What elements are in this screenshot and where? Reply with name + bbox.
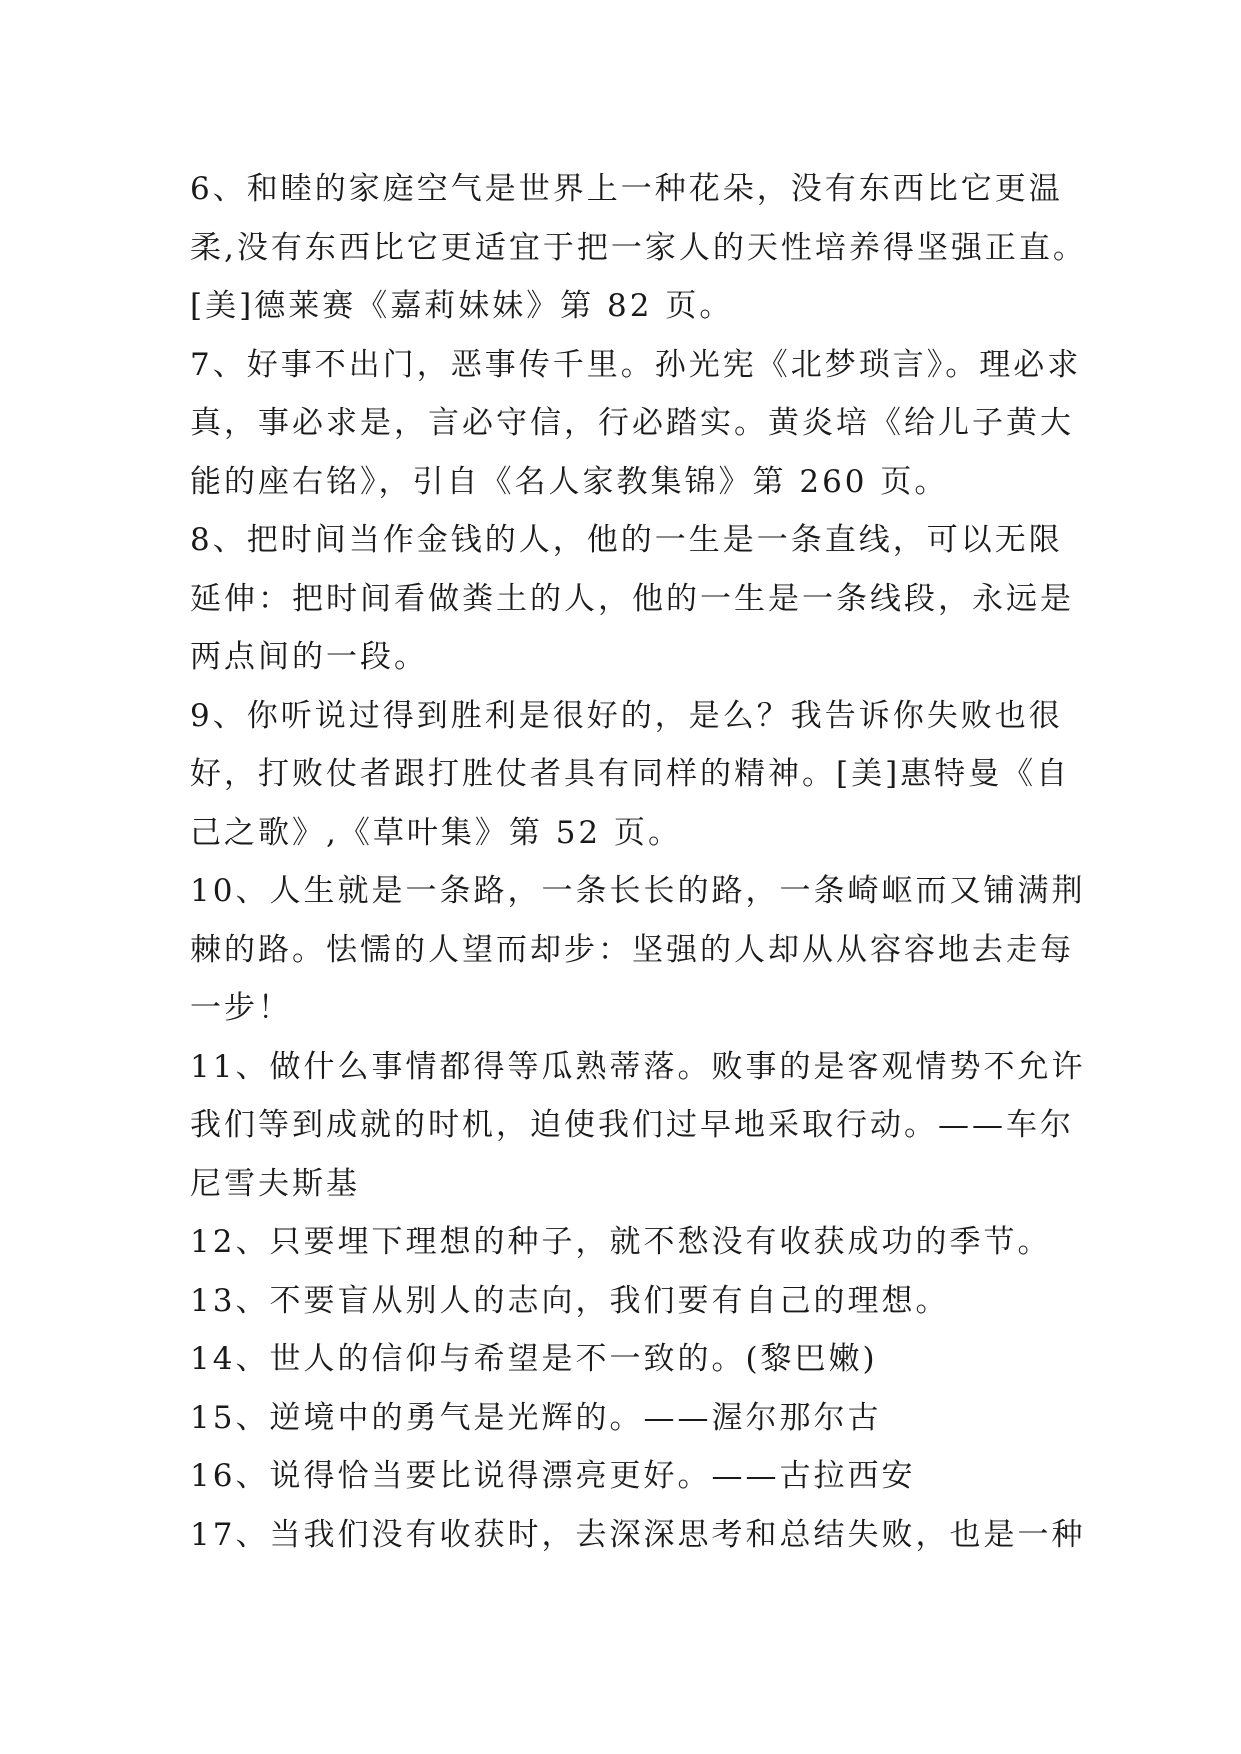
text-line: 12、只要埋下理想的种子，就不愁没有收获成功的季节。 bbox=[190, 1224, 1052, 1260]
text-line: 8、把时间当作金钱的人，他的一生是一条直线，可以无限 bbox=[190, 522, 1063, 558]
text-line: 能的座右铭》，引自《名人家教集锦》第 260 页。 bbox=[190, 463, 949, 500]
text-line: 己之歌》,《草叶集》第 52 页。 bbox=[190, 814, 683, 851]
text-line: 10、人生就是一条路，一条长长的路，一条崎岖而又铺满荆 bbox=[190, 873, 1086, 909]
text-line: 9、你听说过得到胜利是很好的，是么？我告诉你失败也很 bbox=[190, 697, 1063, 734]
text-line: 一步！ bbox=[190, 990, 292, 1026]
text-line: 真，事必求是，言必守信，行必踏实。黄炎培《给儿子黄大 bbox=[190, 405, 1074, 441]
text-line: 柔,没有东西比它更适宜于把一家人的天性培养得坚强正直。 bbox=[190, 229, 1087, 266]
document-body bbox=[190, 160, 1087, 1564]
text-line: 6、和睦的家庭空气是世界上一种花朵，没有东西比它更温 bbox=[190, 171, 1063, 207]
text-line: 棘的路。怯懦的人望而却步：坚强的人却从从容容地去走每 bbox=[190, 931, 1074, 968]
text-line: 我们等到成就的时机，迫使我们过早地采取行动。——车尔 bbox=[190, 1107, 1074, 1143]
text-line: 延伸：把时间看做粪土的人，他的一生是一条线段，永远是 bbox=[190, 580, 1074, 617]
text-line: 尼雪夫斯基 bbox=[190, 1165, 360, 1202]
text-line: 14、世人的信仰与希望是不一致的。(黎巴嫩) bbox=[190, 1341, 878, 1377]
text-line: 好，打败仗者跟打胜仗者具有同样的精神。[美]惠特曼《自 bbox=[190, 756, 1071, 792]
text-line: 两点间的一段。 bbox=[190, 639, 428, 675]
text-line: 7、好事不出门，恶事传千里。孙光宪《北梦琐言》。理必求 bbox=[190, 346, 1082, 383]
text-line: 16、说得恰当要比说得漂亮更好。——古拉西安 bbox=[190, 1458, 916, 1494]
text-line: [美]德莱赛《嘉莉妹妹》第 82 页。 bbox=[190, 288, 734, 324]
text-line: 13、不要盲从别人的志向，我们要有自己的理想。 bbox=[190, 1282, 950, 1319]
text-line: 11、做什么事情都得等瓜熟蒂落。败事的是客观情势不允许 bbox=[190, 1048, 1086, 1085]
text-line: 15、逆境中的勇气是光辉的。——渥尔那尔古 bbox=[190, 1399, 882, 1436]
text-line: 17、当我们没有收获时，去深深思考和总结失败，也是一种 bbox=[190, 1516, 1086, 1553]
